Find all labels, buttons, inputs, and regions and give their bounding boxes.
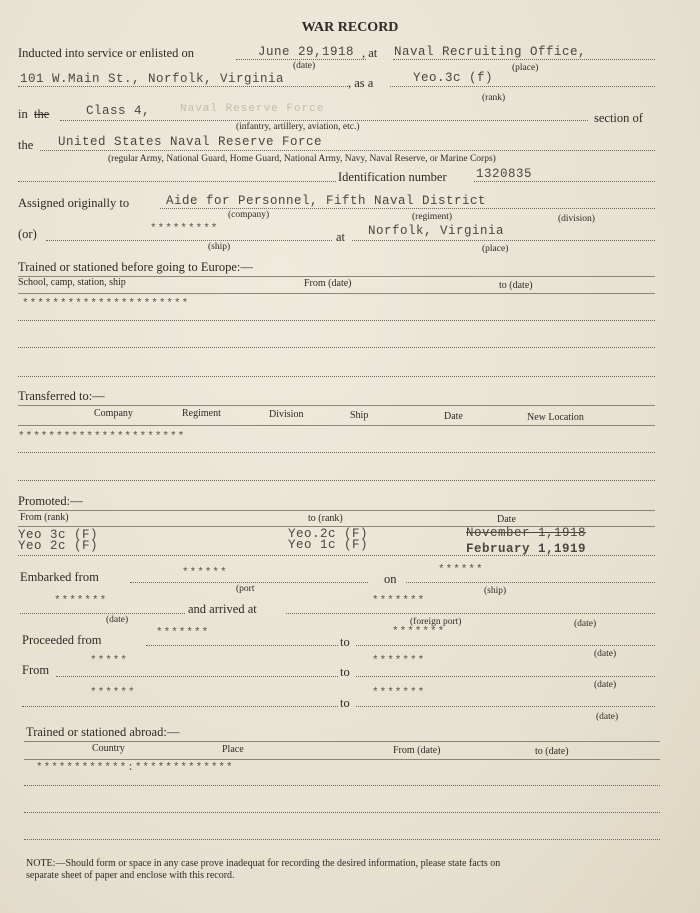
abroad-row1: ************:************* [36, 762, 234, 774]
col-regiment: Regiment [182, 408, 221, 419]
promoted-header-rule [18, 510, 655, 511]
caption-ship-2: (ship) [484, 586, 507, 596]
arrived-line [286, 613, 655, 614]
from-line [56, 676, 338, 677]
col-to-date: to (date) [499, 280, 533, 291]
caption-date-3: (date) [574, 619, 597, 629]
caption-place-2: (place) [482, 244, 509, 254]
col-country: Country [92, 743, 125, 754]
promo-row1-date: November 1,1918 [466, 526, 587, 540]
rank-line [390, 86, 655, 87]
assigned-place: Norfolk, Virginia [368, 224, 505, 238]
id-line [474, 181, 655, 182]
at-label: , at [362, 46, 378, 60]
row3-from-line [22, 706, 338, 707]
proceeded-to-line [356, 645, 655, 646]
ship-line [46, 240, 332, 241]
enlist-rank: Yeo.3c (f) [413, 71, 494, 85]
trained-before-line3 [18, 376, 655, 377]
trained-before-rule [18, 293, 655, 294]
col-from-rank: From (rank) [20, 512, 69, 523]
station-line [352, 240, 655, 241]
transferred-rule [18, 425, 655, 426]
proceeded-to: ******* [392, 626, 446, 638]
as-a-label: , as a [348, 76, 374, 90]
caption-branches: (regular Army, National Guard, Home Guard, National Army, Navy, Naval Reserve, or Marine Corps) [108, 154, 496, 164]
caption-rank: (rank) [482, 93, 506, 103]
at-label-2: at [336, 230, 346, 244]
section-of-label: section of [594, 111, 643, 125]
promoted-line1 [18, 555, 655, 556]
embark-date: ******* [54, 595, 108, 607]
note-line1: NOTE:—Should form or space in any case prove inadequat for recording the desired information, please state facts on [26, 858, 501, 869]
trained-before-line1 [18, 320, 655, 321]
caption-date-2: (date) [106, 615, 129, 625]
id-leading-line [18, 181, 336, 182]
col-division: Division [269, 409, 304, 420]
caption-date: (date) [293, 61, 316, 71]
enlist-address: 101 W.Main St., Norfolk, Virginia [20, 72, 285, 86]
row3-to-value: ******* [372, 687, 426, 699]
from-value: ***** [90, 655, 129, 667]
transferred-row1: ********************** [18, 431, 186, 443]
caption-date-4: (date) [594, 649, 617, 659]
assigned-label: Assigned originally to [18, 196, 130, 210]
abroad-header-rule [24, 741, 660, 742]
caption-ship: (ship) [208, 242, 231, 252]
col-place: Place [222, 744, 244, 755]
abroad-heading: Trained or stationed abroad:— [26, 725, 180, 739]
embarked-label: Embarked from [20, 570, 99, 584]
col-company: Company [94, 408, 133, 419]
caption-division: (division) [558, 214, 595, 224]
caption-port: (port [236, 584, 255, 594]
proceeded-label: Proceeded from [22, 633, 102, 647]
enlist-place: Naval Recruiting Office, [394, 45, 587, 59]
on-label: on [384, 572, 397, 586]
transferred-heading: Transferred to:— [18, 389, 105, 403]
trained-before-heading: Trained or stationed before going to Europe:— [18, 260, 253, 274]
promo-row1-from: Yeo 3c (F) [18, 528, 99, 542]
identification-number: 1320835 [476, 167, 533, 181]
abroad-line2 [24, 812, 660, 813]
inducted-label: Inducted into service or enlisted on [18, 46, 194, 60]
transferred-line2 [18, 480, 655, 481]
embark-ship-line [406, 582, 655, 583]
or-label: (or) [18, 227, 37, 241]
col-promo-date: Date [497, 514, 516, 525]
caption-date-5: (date) [594, 680, 617, 690]
row3-from-value: ****** [90, 687, 136, 699]
caption-date-6: (date) [596, 712, 619, 722]
abroad-line3 [24, 839, 660, 840]
col-school: School, camp, station, ship [18, 277, 126, 288]
place-line [393, 59, 655, 60]
note-line2: separate sheet of paper and enclose with this record. [26, 870, 235, 881]
section-line [60, 120, 588, 121]
col-abroad-from: From (date) [393, 745, 441, 756]
embark-date-line [20, 613, 185, 614]
caption-regiment: (regiment) [412, 212, 453, 222]
caption-company: (company) [228, 210, 270, 220]
trained-before-row1: ********************** [22, 298, 190, 310]
embark-ship: ****** [438, 564, 484, 576]
col-abroad-to: to (date) [535, 746, 569, 757]
promo-row2-from: Yeo 2c (F) [18, 539, 99, 553]
proceeded-from-line [146, 645, 338, 646]
in-label: in [18, 107, 28, 121]
abroad-rule [24, 759, 660, 760]
page-title: WAR RECORD [301, 20, 399, 35]
col-to-rank: to (rank) [308, 513, 343, 524]
embark-port-line [130, 582, 368, 583]
branch-line [40, 150, 655, 151]
enlist-date: June 29,1918 [258, 45, 355, 59]
from-to-value: ******* [372, 655, 426, 667]
branch-value: United States Naval Reserve Force [58, 135, 323, 149]
caption-foreign-port: (foreign port) [410, 617, 462, 627]
embark-port: ****** [182, 567, 228, 579]
to-label-2: to [340, 665, 350, 679]
the-label: the [18, 138, 34, 152]
col-new-location: New Location [527, 412, 584, 423]
trained-before-line2 [18, 347, 655, 348]
to-label-3: to [340, 696, 350, 710]
address-line [18, 86, 348, 87]
identification-label: Identification number [338, 170, 447, 184]
promoted-heading: Promoted:— [18, 494, 83, 508]
caption-service-types: (infantry, artillery, aviation, etc.) [236, 122, 360, 132]
arrived-label: and arrived at [188, 602, 257, 616]
abroad-line1 [24, 785, 660, 786]
class-faded-value: Naval Reserve Force [180, 103, 325, 115]
promo-row1-to: Yeo.2c (F) [288, 527, 369, 541]
arrived-port: ******* [372, 595, 426, 607]
transferred-header-rule [18, 405, 655, 406]
assigned-ship: ********* [150, 223, 219, 235]
proceeded-from: ******* [156, 627, 210, 639]
caption-place: (place) [512, 63, 539, 73]
unit-line [160, 208, 655, 209]
from-to-line [356, 676, 655, 677]
promo-row2-to: Yeo 1c (F) [288, 538, 369, 552]
date-line [236, 59, 366, 60]
to-label-1: to [340, 635, 350, 649]
from-label: From [22, 663, 50, 677]
col-from-date: From (date) [304, 278, 352, 289]
col-ship: Ship [350, 410, 369, 421]
assigned-unit: Aide for Personnel, Fifth Naval District [166, 194, 487, 208]
col-date: Date [444, 411, 463, 422]
the-struck-label: the [34, 107, 50, 121]
class-value: Class 4, [86, 104, 151, 118]
row3-to-line [356, 706, 655, 707]
promo-row2-date: February 1,1919 [466, 542, 587, 556]
transferred-line1 [18, 452, 655, 453]
